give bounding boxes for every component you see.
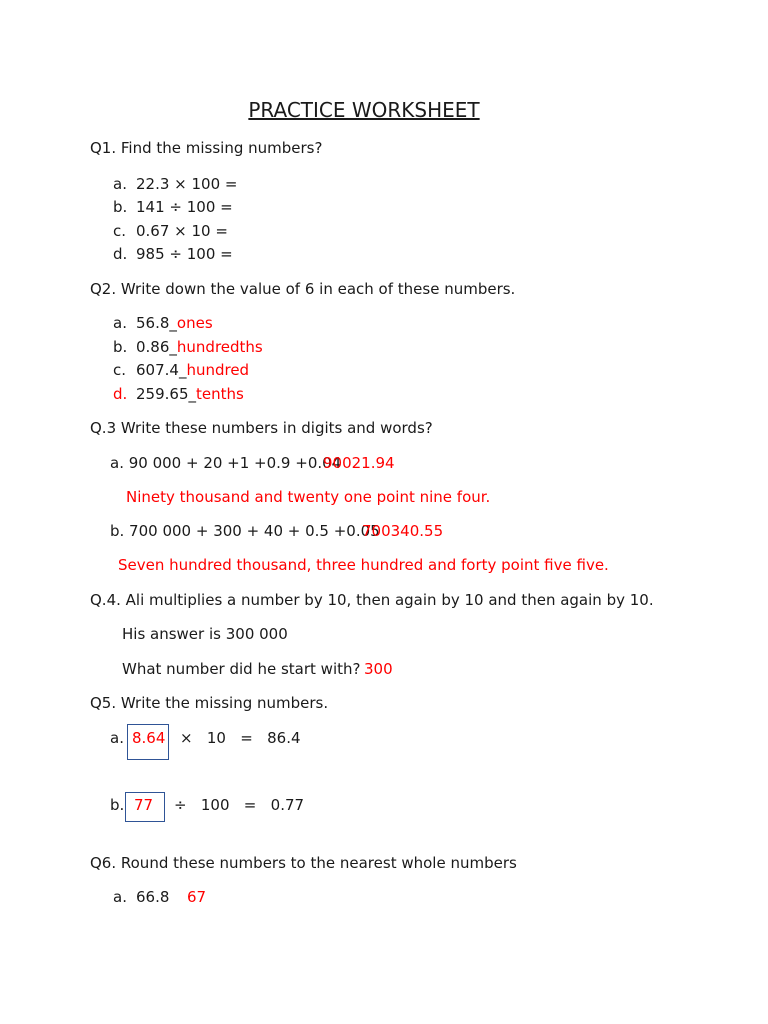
q5-a-expression: × 10 = 86.4 xyxy=(180,729,301,747)
q1-item-b-marker: b. xyxy=(113,198,128,216)
q4-line2: What number did he start with? xyxy=(122,660,361,678)
q2-item-c xyxy=(136,360,249,380)
q1-question: Q1. Find the missing numbers? xyxy=(90,139,323,157)
q5-a-marker: a. xyxy=(110,729,124,747)
q1-item-b-text: 141 ÷ 100 = xyxy=(136,198,233,216)
q3-question: Q.3 Write these numbers in digits and words? xyxy=(90,419,433,437)
q2-item-b xyxy=(136,337,263,357)
q6-a-text: 66.8 xyxy=(136,888,170,906)
q1-item-c-text: 0.67 × 10 = xyxy=(136,222,228,240)
q3-b-words: Seven hundred thousand, three hundred and forty point five five. xyxy=(118,556,609,574)
q5-b-expression: ÷ 100 = 0.77 xyxy=(174,796,305,814)
q1-item-a-marker: a. xyxy=(113,175,127,193)
q3-a-text: a. 90 000 + 20 +1 +0.9 +0.04 xyxy=(110,454,342,472)
q2-item-a xyxy=(136,313,213,333)
q6-a-marker: a. xyxy=(113,888,127,906)
q5-b-answer: 77 xyxy=(134,796,154,814)
q3-b-digits: 700340.55 xyxy=(362,522,444,540)
q2-item-d-text: 259.65_ xyxy=(136,385,196,403)
q2-item-d-answer: tenths xyxy=(196,385,244,403)
q2-item-b-answer: hundredths xyxy=(176,338,263,356)
q5-question: Q5. Write the missing numbers. xyxy=(90,694,329,712)
q2-item-b-marker: b. xyxy=(113,338,128,356)
q2-item-d xyxy=(136,384,244,404)
q3-a-digits: 90021.94 xyxy=(323,454,395,472)
q2-item-a-answer: ones xyxy=(176,314,213,332)
q2-item-c-text: 607.4_ xyxy=(136,361,187,379)
q5-b-marker: b. xyxy=(110,796,125,814)
q2-question: Q2. Write down the value of 6 in each of these numbers. xyxy=(90,280,516,298)
q1-item-d-text: 985 ÷ 100 = xyxy=(136,245,233,263)
q5-a-answer: 8.64 xyxy=(132,729,166,747)
q4-line1: His answer is 300 000 xyxy=(122,625,288,643)
page-title: PRACTICE WORKSHEET xyxy=(248,98,480,122)
q3-b-text: b. 700 000 + 300 + 40 + 0.5 +0.05 xyxy=(110,522,380,540)
q2-item-c-answer: hundred xyxy=(186,361,250,379)
q2-item-b-text: 0.86_ xyxy=(136,338,177,356)
q1-item-c-marker: c. xyxy=(113,222,127,240)
q1-item-a-text: 22.3 × 100 = xyxy=(136,175,238,193)
q3-a-words: Ninety thousand and twenty one point nine four. xyxy=(126,488,491,506)
q2-item-a-marker: a. xyxy=(113,314,127,332)
q1-item-d-marker: d. xyxy=(113,245,128,263)
q6-a-answer: 67 xyxy=(187,888,207,906)
q6-question: Q6. Round these numbers to the nearest whole numbers xyxy=(90,854,517,872)
q4-question: Q.4. Ali multiplies a number by 10, then again by 10 and then again by 10. xyxy=(90,591,654,609)
q2-item-a-text: 56.8_ xyxy=(136,314,177,332)
q2-item-c-marker: c. xyxy=(113,361,127,379)
q2-item-d-marker: d. xyxy=(113,385,128,403)
q4-answer: 300 xyxy=(364,660,393,678)
